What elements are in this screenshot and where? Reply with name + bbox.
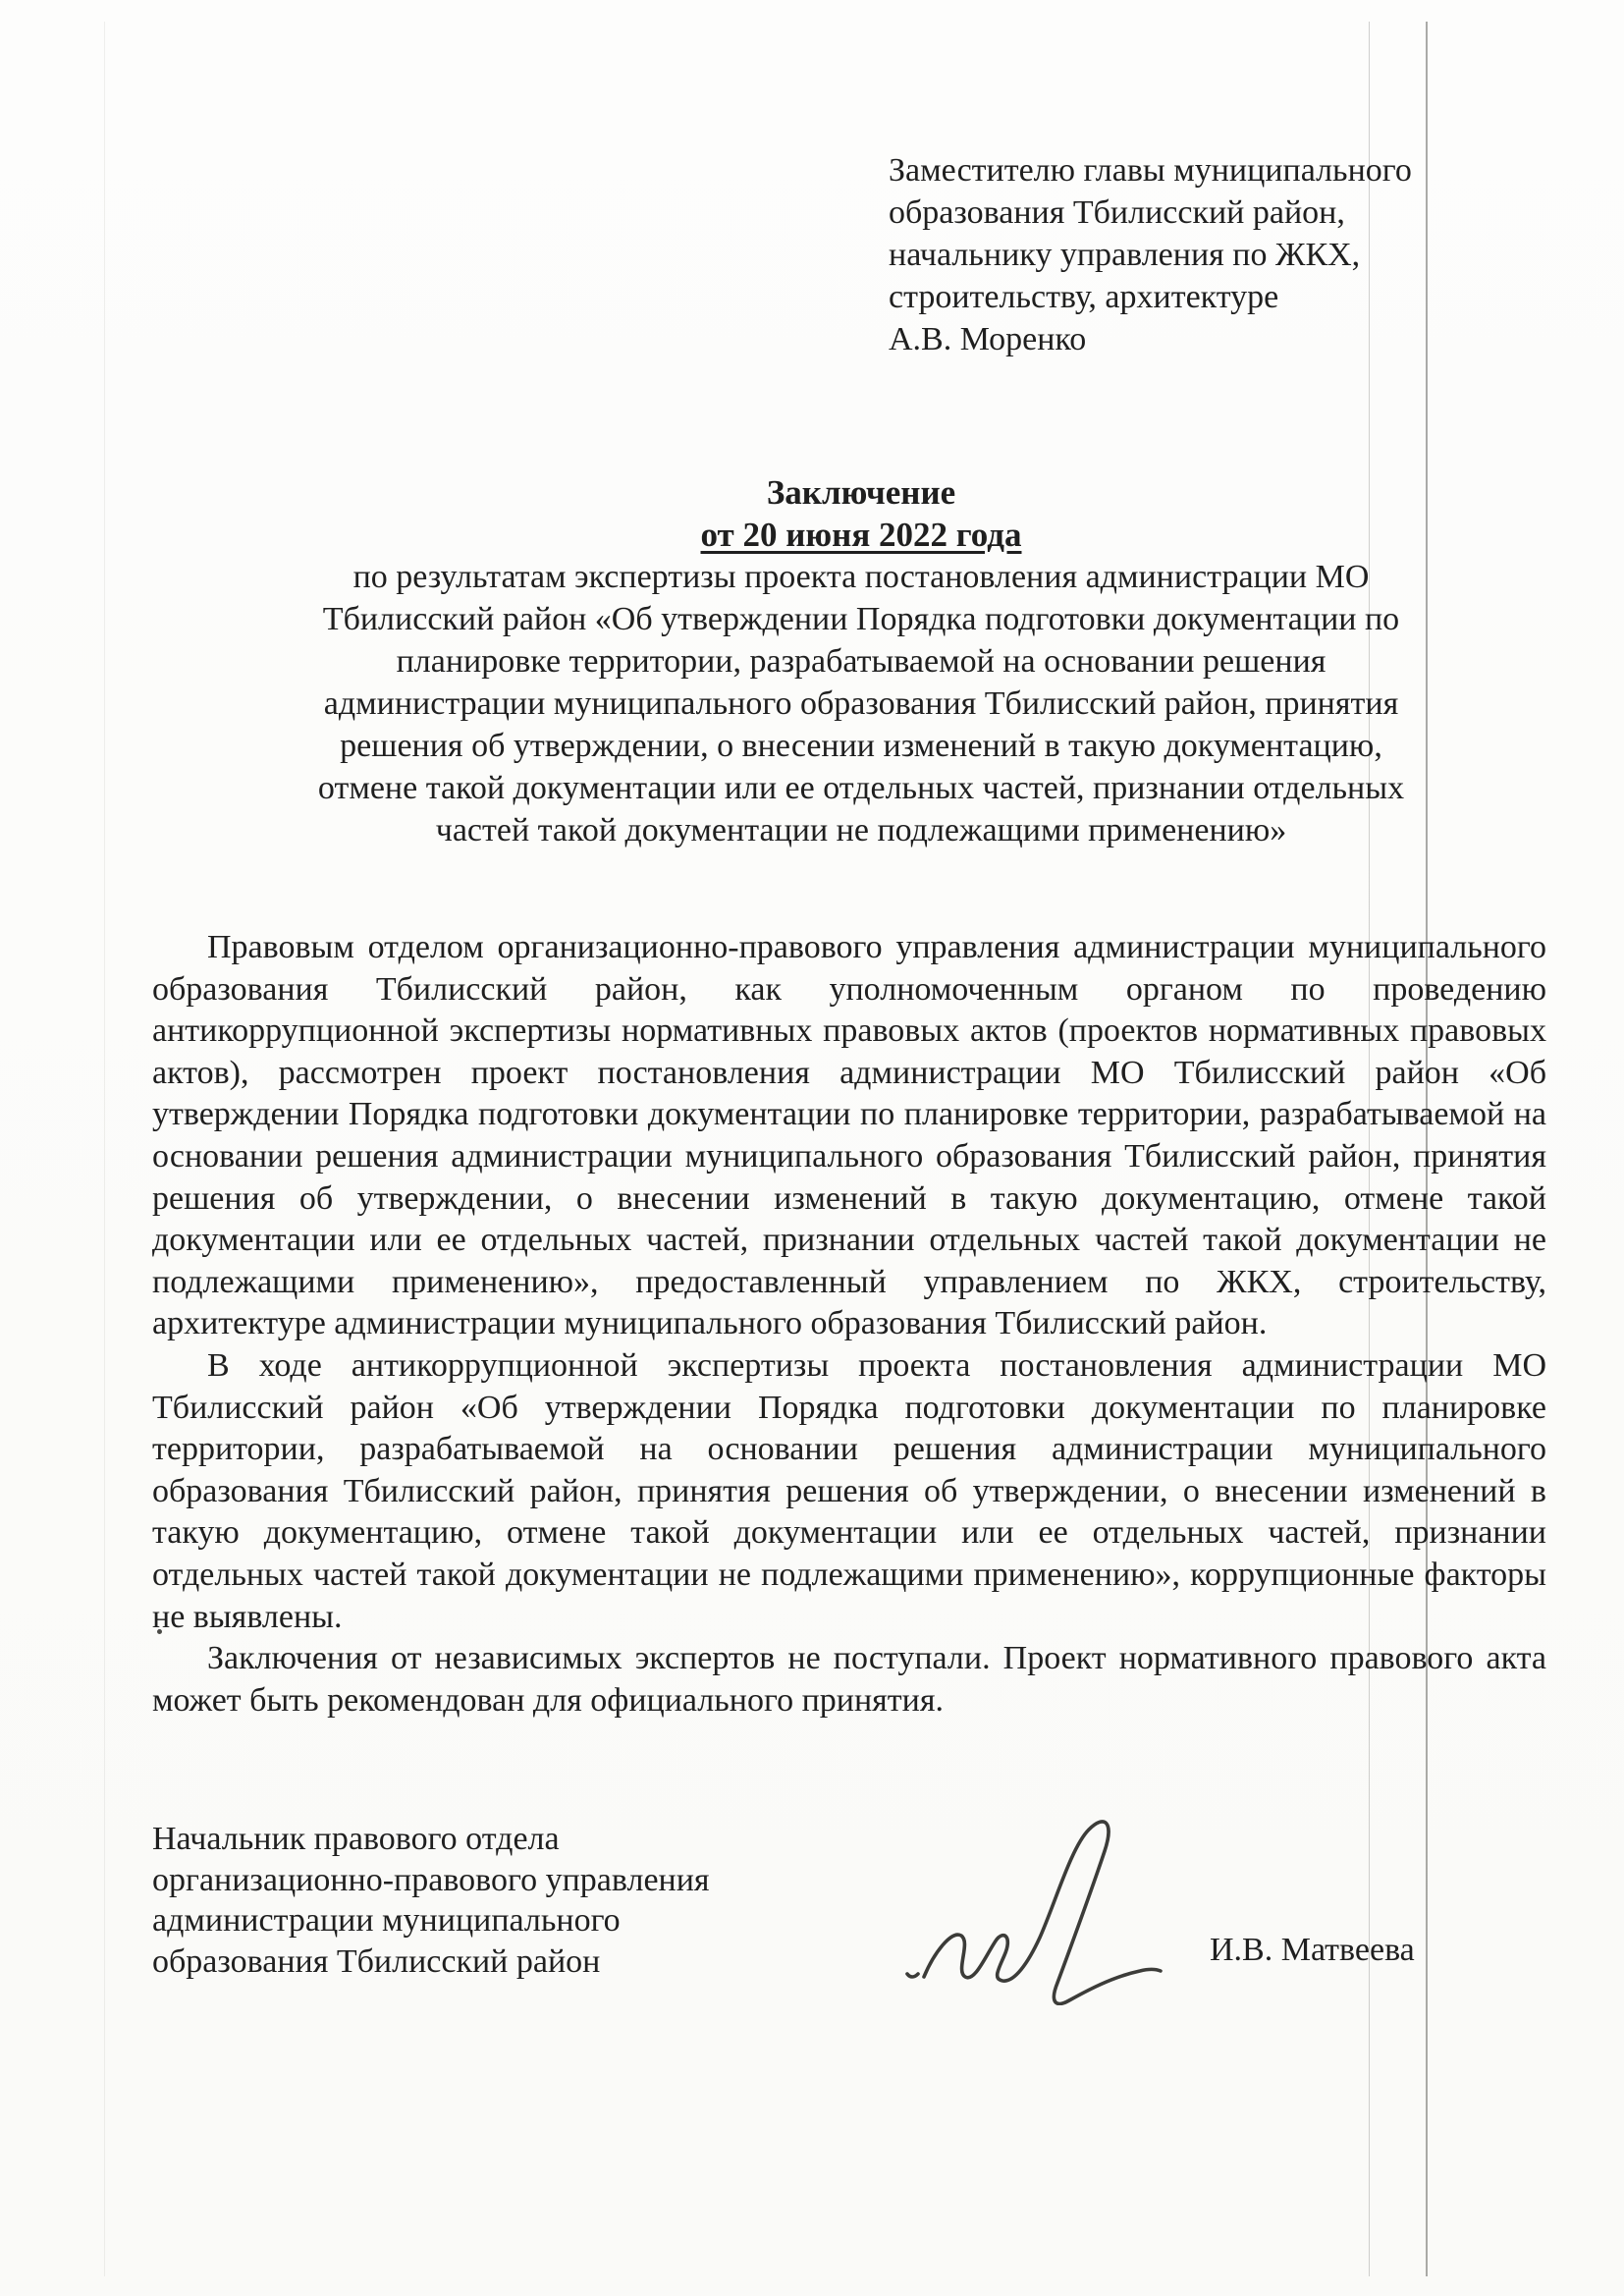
addressee-line: начальнику управления по ЖКХ, — [889, 237, 1361, 273]
signatory-title-line: администрации муниципального — [152, 1902, 621, 1939]
addressee-name: А.В. Моренко — [889, 321, 1087, 357]
signatory-title-block — [152, 1819, 839, 1982]
document-title: Заключение — [766, 473, 956, 512]
signatory-title-line: Начальник правового отдела — [152, 1821, 560, 1857]
signatory-name: И.В. Матвеева — [1210, 1932, 1415, 1968]
scan-crease-left — [104, 22, 105, 2276]
body-paragraph: В ходе антикоррупционной экспертизы проекта постановления администрации МО Тбилисский район «Об утверждении Порядка подготовки документации по планировке территории, разрабатываемой на основании решения администрации муниципального образования Тбилисский район, принятия решения об утверждении, о внесении изменений в такую документацию, отмене такой документации или ее отдельных частей, признании отдельных частей такой документации не подлежащими применению», коррупционные факторы не выявлены. — [152, 1346, 1546, 1635]
addressee-line: образования Тбилисский район, — [889, 194, 1345, 231]
document-subject — [176, 556, 1546, 851]
body-text — [152, 927, 1546, 1722]
addressee-block — [889, 149, 1517, 360]
body-paragraph: Заключения от независимых экспертов не поступали. Проект нормативного правового акта может быть рекомендован для официального принятия. — [152, 1640, 1546, 1719]
signatory-title-line: организационно-правового управления — [152, 1861, 710, 1898]
subject-line: решения об утверждении, о внесении изменений в такую документацию, — [340, 728, 1382, 764]
addressee-line: строительству, архитектуре — [889, 279, 1279, 315]
body-paragraph: Правовым отделом организационно-правового управления администрации муниципального образования Тбилисский район, как уполномоченным органом по проведению антикоррупционной экспертизы нормативных правовых актов (проектов нормативных правовых актов), рассмотрен проект постановления администрации МО Тбилисский район «Об утверждении Порядка подготовки документации по планировке территории, разрабатываемой на основании решения администрации муниципального образования Тбилисский район, принятия решения об утверждении, о внесении изменений в такую документацию, отмене такой документации или ее отдельных частей, признании отдельных частей такой документации не подлежащими применению», предоставленный управлением по ЖКХ, строительству, архитектуре администрации муниципального образования Тбилисский район. — [152, 929, 1546, 1342]
handwritten-signature — [901, 1809, 1166, 2005]
title-block — [152, 471, 1546, 851]
signatory-title-line: образования Тбилисский район — [152, 1942, 601, 1980]
addressee-line: Заместителю главы муниципального — [889, 152, 1412, 189]
subject-line: частей такой документации не подлежащими применению» — [435, 812, 1287, 848]
subject-line: отмене такой документации или ее отдельных частей, признании отдельных — [317, 770, 1405, 806]
subject-line: Тбилисский район «Об утверждении Порядка подготовки документации по — [322, 601, 1400, 637]
document-date: от 20 июня 2022 года — [700, 516, 1022, 554]
subject-line: планировке территории, разрабатываемой на основании решения — [396, 643, 1326, 680]
subject-line: по результатам экспертизы проекта постановления администрации МО — [352, 559, 1370, 595]
subject-line: администрации муниципального образования Тбилисский район, принятия — [323, 685, 1399, 722]
